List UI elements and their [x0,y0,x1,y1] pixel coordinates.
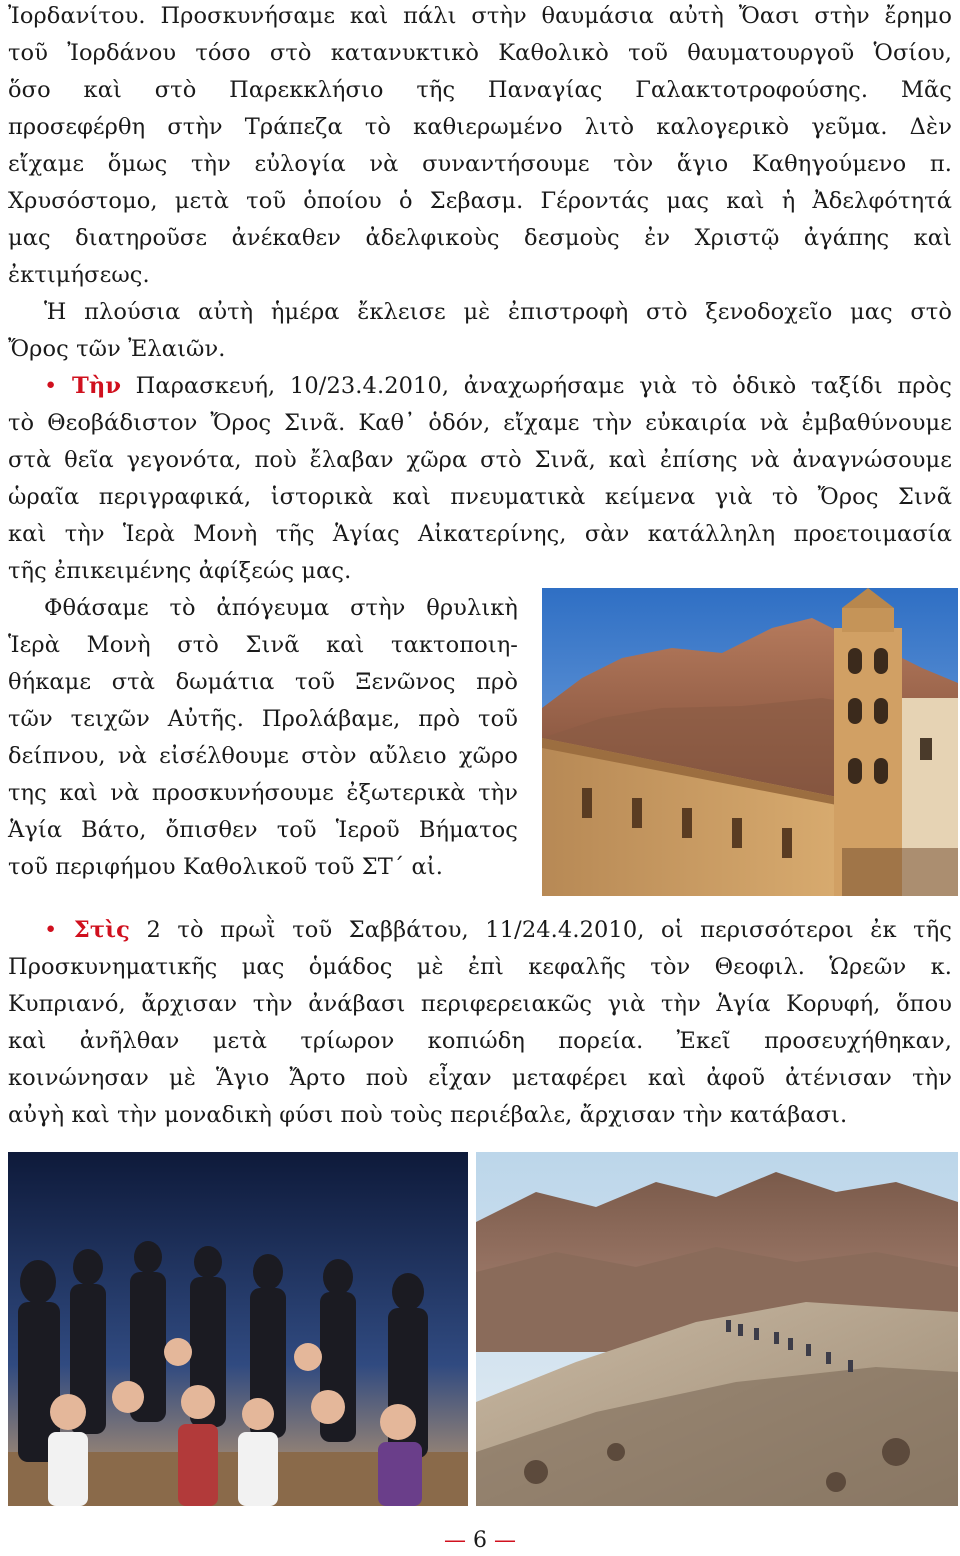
section1-line: τῆς ἐπικειμένης ἀφίξεώς μας. [8,558,352,584]
section1-first-line [8,370,952,403]
section2-first-line [8,914,952,947]
paragraph1-line: μας διατηροῦσε ἀνέκαθεν ἀδελφικοὺς δεσμοὺς ἐν Χριστῷ ἀγάπης καὶ [8,225,952,251]
section1-narrow-line: δείπνου, νὰ εἰσέλθουμε στὸν αὔλειο χῶρο [8,743,518,769]
section1-narrow-line: Ἱερὰ Μονὴ στὸ Σινᾶ καὶ τακτοποιη- [8,632,518,658]
section1-narrow-line: της καὶ νὰ προσκυνήσουμε ἐξωτερικὰ τὴν [8,780,518,806]
paragraph1-line: προσεφέρθη στὴν Τράπεζα τὸ καθιερωμένο λιτὸ καλογερικὸ γεῦμα. Δὲν [8,114,952,140]
section2-line: αὐγὴ καὶ τὴν μοναδικὴ φύσι ποὺ τοὺς περιέβαλε, ἄρχισαν τὴν κατάβασι. [8,1102,848,1128]
bullet-icon: • [44,917,58,943]
section1-narrow-line: θήκαμε στὰ δωμάτια τοῦ Ξενῶνος πρὸ [8,669,518,695]
section1-line: τὸ Θεοβάδιστον Ὄρος Σινᾶ. Καθ᾽ ὁδόν, εἴχαμε τὴν εὐκαιρία νὰ ἐμβαθύνουμε [8,410,952,436]
mountain-photo [476,1152,958,1506]
paragraph1-line: Ἰορδανίτου. Προσκυνήσαμε καὶ πάλι στὴν θαυμάσια αὐτὴ Ὄασι στὴν ἔρημο [8,3,952,29]
section1-line: στὰ θεῖα γεγονότα, ποὺ ἔλαβαν χῶρα στὸ Σινᾶ, καὶ ἐπίσης νὰ ἀναγνώσουμε [8,447,952,473]
group-photo [8,1152,468,1506]
paragraph1-line: ἐκτιμήσεως. [8,262,150,288]
section1-line: ὡραῖα περιγραφικά, ἱστορικὰ καὶ πνευματικὰ κείμενα γιὰ τὸ Ὄρος Σινᾶ [8,484,952,510]
section1-narrow-line: Φθάσαμε τὸ ἀπόγευμα στὴν θρυλικὴ [44,595,518,621]
section1-narrow-line: τοῦ περιφήμου Καθολικοῦ τοῦ ΣΤ´ αἰ. [8,854,443,880]
section1-lead: Τὴν [72,373,122,399]
paragraph1-line: εἴχαμε ὅμως τὴν εὐλογία νὰ συναντήσουμε τὸν ἅγιο Καθηγούμενο π. [8,151,952,177]
paragraph2-line: Ἡ πλούσια αὐτὴ ἡμέρα ἔκλεισε μὲ ἐπιστροφὴ στὸ ξενοδοχεῖο μας στὸ [44,299,952,325]
paragraph2-line: Ὄρος τῶν Ἐλαιῶν. [8,336,226,362]
bullet-icon: • [44,373,58,399]
paragraph1-line: τοῦ Ἰορδάνου τόσο στὸ κατανυκτικὸ Καθολικὸ τοῦ θαυματουργοῦ Ὁσίου, [8,40,952,66]
section2-lead: Στὶς [73,917,130,943]
page-number: 6 [473,1528,487,1553]
section1-narrow-line: Ἁγία Βάτο, ὄπισθεν τοῦ Ἱεροῦ Βήματος [8,817,518,843]
section2-line: καὶ ἀνῆλθαν μετὰ τρίωρον κοπιώδη πορεία. Ἐκεῖ προσευχήθηκαν, [8,1028,952,1054]
paragraph1-line: Χρυσόστομο, μετὰ τοῦ ὁποίου ὁ Σεβασμ. Γέροντάς μας καὶ ἡ Ἀδελφότητά [8,188,952,214]
section1-narrow-line: τῶν τειχῶν Αὐτῆς. Προλάβαμε, πρὸ τοῦ [8,706,518,732]
footer-dash-right: — [494,1528,516,1553]
section2-first-rest: 2 τὸ πρωῒ τοῦ Σαββάτου, 11/24.4.2010, οἱ περισσότεροι ἐκ τῆς [146,917,952,943]
footer-dash-left: — [444,1528,466,1553]
section2-line: Προσκυνηματικῆς μας ὁμάδος μὲ ἐπὶ κεφαλῆς τὸν Θεοφιλ. Ὡρεῶν κ. [8,954,952,980]
paragraph1-line: ὅσο καὶ στὸ Παρεκκλήσιο τῆς Παναγίας Γαλακτοτροφούσης. Μᾶς [8,77,952,103]
section2-line: κοινώνησαν μὲ Ἅγιο Ἄρτο ποὺ εἶχαν μεταφέρει καὶ ἀφοῦ ἀτένισαν τὴν [8,1065,952,1091]
page-number-footer [0,1528,960,1553]
section1-line: καὶ τὴν Ἱερὰ Μονὴ τῆς Ἁγίας Αἰκατερίνης, σὰν κατάλληλη προετοιμασία [8,521,952,547]
section1-first-rest: Παρασκευή, 10/23.4.2010, ἀναχωρήσαμε γιὰ τὸ ὁδικὸ ταξίδι πρὸς [135,373,952,399]
monastery-photo [542,588,958,896]
section2-line: Κυπριανό, ἄρχισαν τὴν ἀνάβασι περιφερειακῶς γιὰ τὴν Ἁγία Κορυφή, ὅπου [8,991,952,1017]
